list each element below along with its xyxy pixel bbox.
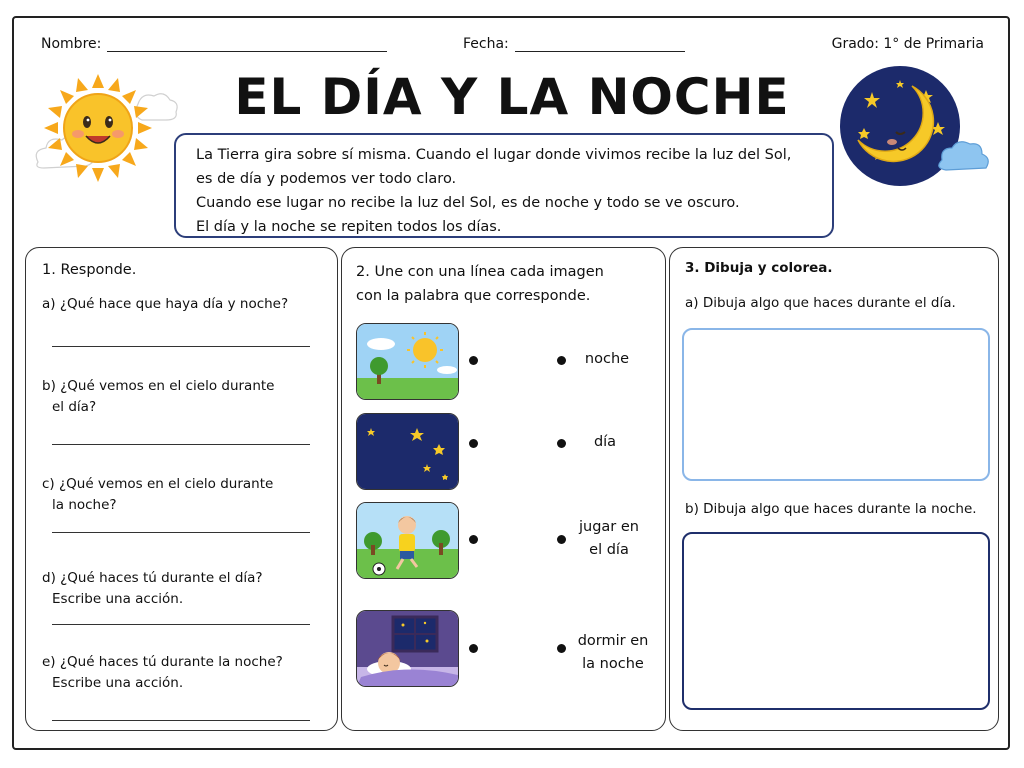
answer-line-e[interactable] [52,720,310,721]
intro-line: es de día y podemos ver todo claro. [196,171,457,187]
answer-line-c[interactable] [52,532,310,533]
intro-line: Cuando ese lugar no recibe la luz del Sol, es de noche y todo se ve oscuro. [196,195,740,211]
name-line[interactable] [107,51,387,52]
draw-night-label: b) Dibuja algo que haces durante la noche. [685,501,977,517]
match-dot-image-3[interactable] [469,535,478,544]
date-line[interactable] [515,51,685,52]
day-scene-image [356,323,459,400]
match-dot-image-2[interactable] [469,439,478,448]
match-word-4: dormir en la noche [577,633,649,672]
section-dibuja [669,247,999,731]
match-dot-image-4[interactable] [469,644,478,653]
answer-line-d[interactable] [52,624,310,625]
match-word-2: día [593,434,617,450]
date-label: Fecha: [463,36,509,52]
intro-line: El día y la noche se repiten todos los días. [196,219,502,235]
name-label: Nombre: [41,36,102,52]
question-b: b) ¿Qué vemos en el cielo durante el día? [42,378,275,415]
name-field [41,36,387,52]
night-scene-image [356,413,459,490]
intro-box [174,133,834,238]
question-e: e) ¿Qué haces tú durante la noche? Escribe una acción. [42,654,283,691]
section-title: 3. Dibuja y colorea. [685,260,833,276]
date-field [463,36,685,52]
section-une [341,247,666,731]
draw-day-box[interactable] [682,328,990,481]
answer-line-b[interactable] [52,444,310,445]
section-title: 2. Une con una línea cada imagen con la palabra que corresponde. [356,264,604,304]
child-playing-image [356,502,459,579]
grade-label: Grado: 1° de Primaria [831,36,984,52]
section-responde [25,247,338,731]
section-title: 1. Responde. [42,262,137,278]
draw-day-label: a) Dibuja algo que haces durante el día. [685,295,956,311]
match-word-3: jugar en el día [579,519,639,558]
question-c: c) ¿Qué vemos en el cielo durante la noche? [42,476,274,513]
match-dot-word-4[interactable] [557,644,566,653]
match-dot-image-1[interactable] [469,356,478,365]
draw-night-box[interactable] [682,532,990,710]
answer-line-a[interactable] [52,346,310,347]
page-title: EL DÍA Y LA NOCHE [234,68,790,126]
match-word-1: noche [584,351,630,367]
intro-line: La Tierra gira sobre sí misma. Cuando el lugar donde vivimos recibe la luz del Sol, [196,147,792,163]
child-sleeping-image [356,610,459,687]
question-a: a) ¿Qué hace que haya día y noche? [42,296,289,312]
question-d: d) ¿Qué haces tú durante el día? Escribe una acción. [42,570,263,607]
